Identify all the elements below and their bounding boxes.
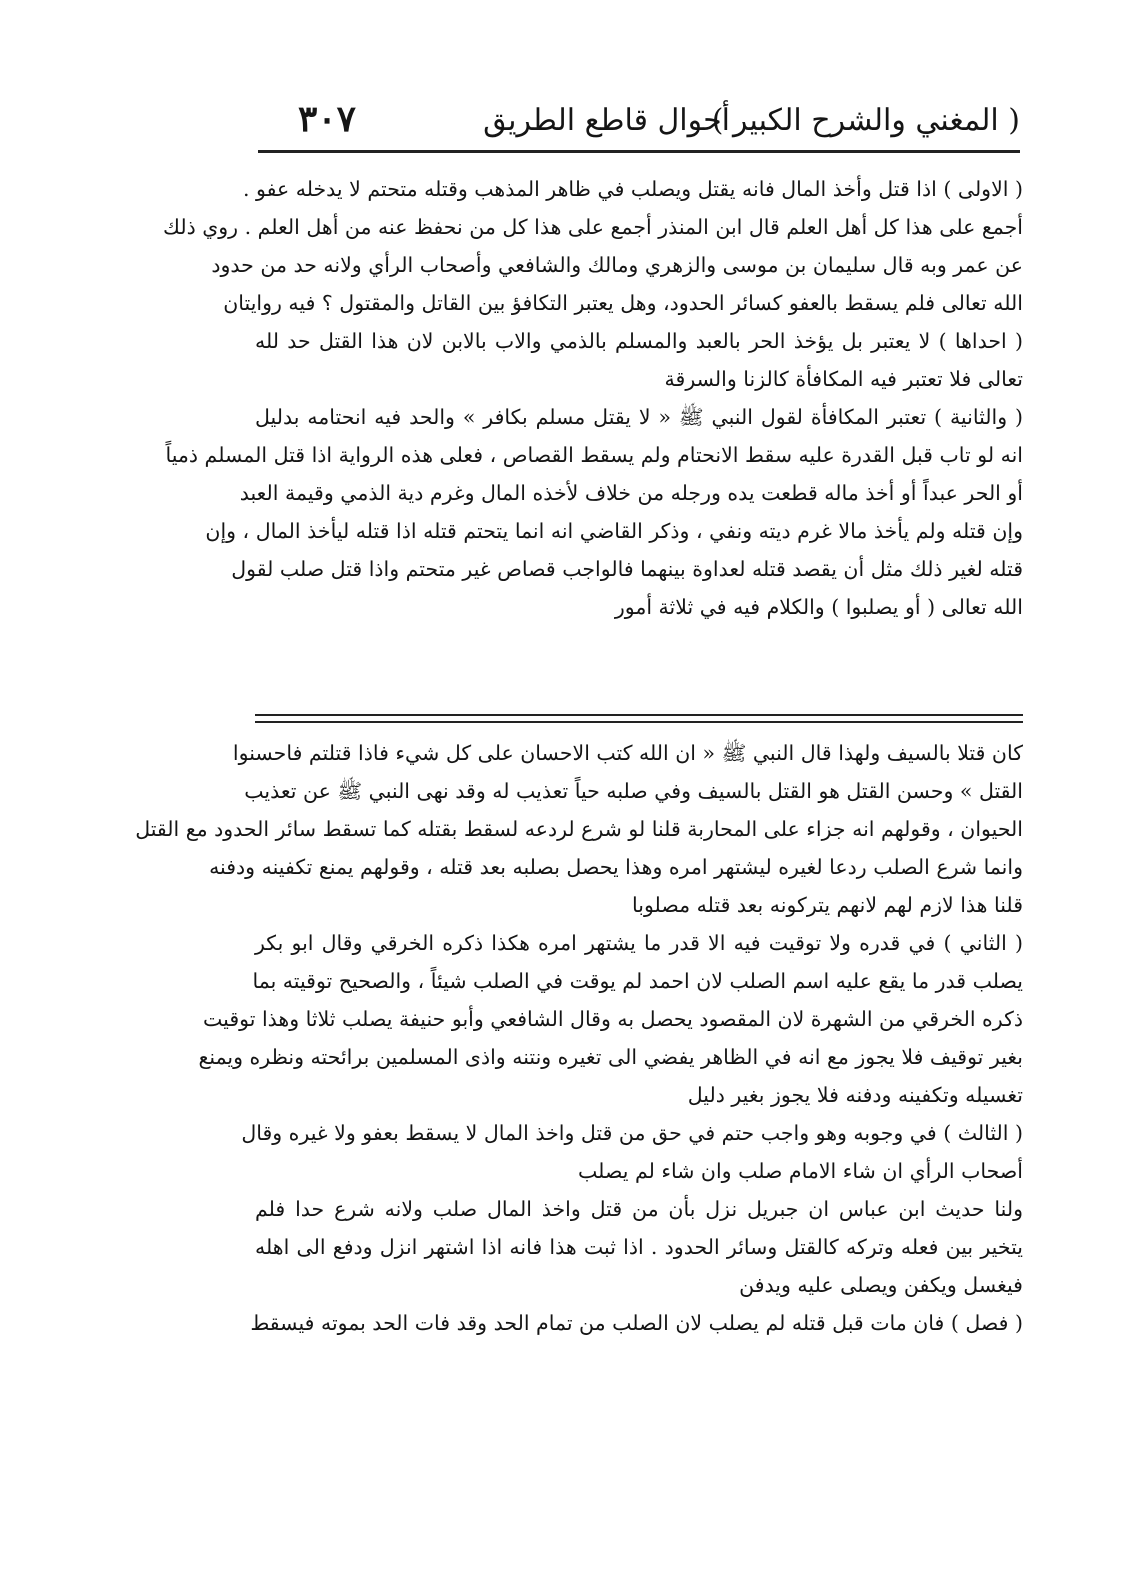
commentary-line: وانما شرع الصلب ردعا لغيره ليشتهر امره وهذا يحصل بصلبه بعد قتله ، وقولهم يمنع تكفينه ودفنه xyxy=(209,855,1023,879)
commentary-line: بغير توقيف فلا يجوز مع انه في الظاهر يفضي الى تغيره ونتنه واذى المسلمين برائحته ونظره ويمنع xyxy=(198,1045,1023,1069)
main-text-line: ( الاولى ) اذا قتل وأخذ المال فانه يقتل ويصلب في ظاهر المذهب وقتله متحتم لا يدخله عفو . xyxy=(242,177,1023,201)
commentary-line: ( فصل ) فان مات قبل قتله لم يصلب لان الصلب من تمام الحد وقد فات الحد بموته فيسقط xyxy=(250,1311,1023,1335)
main-text-line: تعالى فلا تعتبر فيه المكافأة كالزنا والسرقة xyxy=(664,367,1023,391)
main-text xyxy=(163,170,1023,626)
commentary-line: القتل » وحسن القتل هو القتل بالسيف وفي صلبه حياً تعذيب له وقد نهى النبي ﷺ عن تعذيب xyxy=(244,779,1023,803)
main-text-line: انه لو تاب قبل القدرة عليه سقط الانحتام ولم يسقط القصاص ، فعلى هذه الرواية اذا قتل المسلم ذمياً xyxy=(165,443,1023,467)
header-rule xyxy=(258,150,1020,153)
book-title: ( المغني والشرح الكبير ) xyxy=(711,103,1020,138)
commentary-line: ولنا حديث ابن عباس ان جبريل نزل بأن من قتل واخذ المال صلب ولانه شرع حدا فلم xyxy=(255,1197,1023,1221)
main-text-line: أجمع على هذا كل أهل العلم قال ابن المنذر أجمع على هذا كل من نحفظ عنه من أهل العلم . روي ذلك xyxy=(163,215,1023,239)
commentary-line: قلنا هذا لازم لهم لانهم يتركونه بعد قتله مصلوبا xyxy=(632,893,1023,917)
commentary-line: ( الثالث ) في وجوبه وهو واجب حتم في حق من قتل واخذ المال لا يسقط بعفو ولا غيره وقال xyxy=(241,1121,1023,1145)
commentary-line: فيغسل ويكفن ويصلى عليه ويدفن xyxy=(739,1273,1023,1297)
main-text-line: وإن قتله ولم يأخذ مالا غرم ديته ونفي ، وذكر القاضي انه انما يتحتم قتله اذا قتله ليأخذ المال ، وإن xyxy=(205,519,1023,543)
commentary-line: ذكره الخرقي من الشهرة لان المقصود يحصل به وقال الشافعي وأبو حنيفة يصلب ثلاثا وهذا توقيت xyxy=(203,1007,1023,1031)
commentary-line: يتخير بين فعله وتركه كالقتل وسائر الحدود . اذا ثبت هذا فانه اذا اشتهر انزل ودفع الى اهله xyxy=(255,1235,1023,1259)
section-title: أحوال قاطع الطريق xyxy=(483,103,730,138)
page-number: ٣٠٧ xyxy=(298,98,357,140)
commentary-line: ( الثاني ) في قدره ولا توقيت فيه الا قدر ما يشتهر امره هكذا ذكره الخرقي وقال ابو بكر xyxy=(255,931,1023,955)
main-text-line: ( احداها ) لا يعتبر بل يؤخذ الحر بالعبد والمسلم بالذمي والاب بالابن لان هذا القتل حد لله xyxy=(255,329,1023,353)
main-text-line: أو الحر عبداً أو أخذ ماله قطعت يده ورجله من خلاف لأخذه المال وغرم دية الذمي وقيمة العبد xyxy=(239,481,1023,505)
commentary-text xyxy=(135,734,1023,1342)
main-text-line: الله تعالى فلم يسقط بالعفو كسائر الحدود، وهل يعتبر التكافؤ بين القاتل والمقتول ؟ فيه روايتان xyxy=(223,291,1023,315)
section-divider xyxy=(255,714,1023,723)
commentary-line: أصحاب الرأي ان شاء الامام صلب وان شاء لم يصلب xyxy=(578,1159,1023,1183)
page-header xyxy=(258,96,1020,156)
main-text-line: الله تعالى ( أو يصلبوا ) والكلام فيه في ثلاثة أمور xyxy=(614,595,1023,619)
main-text-line: ( والثانية ) تعتبر المكافأة لقول النبي ﷺ « لا يقتل مسلم بكافر » والحد فيه انحتامه بدليل xyxy=(255,405,1023,429)
commentary-line: كان قتلا بالسيف ولهذا قال النبي ﷺ « ان الله كتب الاحسان على كل شيء فاذا قتلتم فاحسنوا xyxy=(232,741,1023,765)
commentary-line: يصلب قدر ما يقع عليه اسم الصلب لان احمد لم يوقت في الصلب شيئاً ، والصحيح توقيته بما xyxy=(252,969,1023,993)
commentary-line: الحيوان ، وقولهم انه جزاء على المحاربة قلنا لو شرع لردعه لسقط بقتله كما تسقط سائر الحدود مع القتل xyxy=(135,817,1023,841)
main-text-line: قتله لغير ذلك مثل أن يقصد قتله لعداوة بينهما فالواجب قصاص غير متحتم واذا قتل صلب لقول xyxy=(231,557,1023,581)
main-text-line: عن عمر وبه قال سليمان بن موسى والزهري ومالك والشافعي وأصحاب الرأي ولانه حد من حدود xyxy=(211,253,1023,277)
commentary-line: تغسيله وتكفينه ودفنه فلا يجوز بغير دليل xyxy=(687,1083,1023,1107)
